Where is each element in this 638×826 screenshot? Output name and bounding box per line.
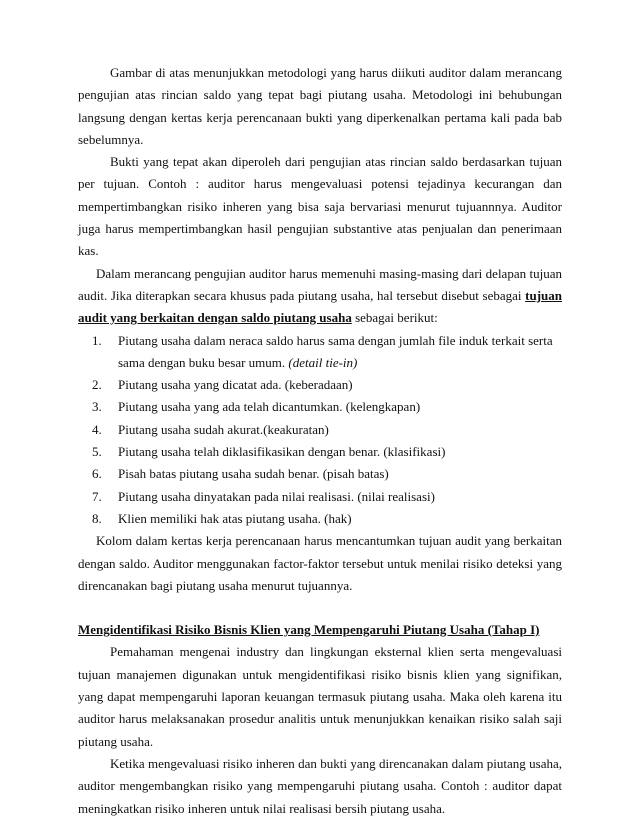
document-body [78, 62, 562, 820]
list-number: 3. [92, 399, 102, 415]
list-item-text: Piutang usaha telah diklasifikasikan dengan benar. (klasifikasi) [118, 444, 446, 460]
paragraph-understanding: Pemahaman mengenai industry dan lingkungan eksternal klien serta mengevaluasi tujuan manajemen digunakan untuk mengidentifikasi risiko bisnis klien yang signifikan, yang dapat mempengaruhi laporan keuangan termasuk piutang usaha. Maka oleh karena itu auditor harus melaksanakan prosedur analitis untuk menunjukkan kenaikan risiko salah saji piutang usaha. [78, 644, 562, 749]
section-heading: Mengidentifikasi Risiko Bisnis Klien yang Mempengaruhi Piutang Usaha (Tahap I) [78, 622, 540, 638]
paragraph-evidence: Bukti yang tepat akan diperoleh dari pengujian atas rincian saldo berdasarkan tujuan per tujuan. Contoh : auditor harus mengevaluasi potensi tejadinya kecurangan dan mempertimbangkan risiko inheren yang bisa saja bervariasi menurut tujuannnya. Auditor juga harus mempertimbangkan hasil pengujian substantive atas penjualan dan penerimaan kas. [78, 154, 562, 259]
list-item [92, 508, 562, 530]
list-item-text: Pisah batas piutang usaha sudah benar. (pisah batas) [118, 466, 389, 482]
paragraph-audit-objectives [78, 263, 562, 330]
list-number: 1. [92, 332, 102, 348]
audit-objectives-list [78, 330, 562, 531]
paragraph-text: Dalam merancang pengujian auditor harus memenuhi masing-masing dari delapan tujuan audit. Jika diterapkan secara khusus pada piutang usaha, hal tersebut disebut sebagai [78, 265, 562, 303]
list-number: 7. [92, 488, 102, 504]
list-item-text: Piutang usaha dinyatakan pada nilai realisasi. (nilai realisasi) [118, 488, 435, 504]
paragraph-text: sebagai berikut: [351, 310, 438, 326]
list-item [92, 441, 562, 463]
list-item [92, 396, 562, 418]
paragraph-inherent-risk: Ketika mengevaluasi risiko inheren dan bukti yang direncanakan dalam piutang usaha, auditor mengembangkan risiko yang mempengaruhi piutang usaha. Contoh : auditor dapat meningkatkan risiko inheren untuk nilai realisasi bersih piutang usaha. [78, 755, 562, 816]
list-item-text: Piutang usaha yang ada telah dicantumkan. (kelengkapan) [118, 399, 421, 415]
list-item-text: Piutang usaha dalam neraca saldo harus sama dengan jumlah file induk terkait serta sama dengan buku besar umum. [118, 332, 553, 370]
list-item [92, 330, 562, 375]
list-number: 2. [92, 377, 102, 393]
list-item [92, 419, 562, 441]
list-number: 5. [92, 444, 102, 460]
spacer [78, 597, 562, 619]
list-item-text: Piutang usaha yang dicatat ada. (keberadaan) [118, 377, 353, 393]
list-item-text: Klien memiliki hak atas piutang usaha. (hak) [118, 510, 352, 526]
list-item [92, 486, 562, 508]
list-item-text: Piutang usaha sudah akurat.(keakuratan) [118, 421, 329, 437]
list-item [92, 463, 562, 485]
paragraph-working-papers: Kolom dalam kertas kerja perencanaan harus mencantumkan tujuan audit yang berkaitan dengan saldo. Auditor menggunakan factor-faktor tersebut untuk menilai risiko deteksi yang direncanakan bagi piutang usaha menurut tujuannya. [78, 533, 562, 593]
paragraph-methodology: Gambar di atas menunjukkan metodologi yang harus diikuti auditor dalam merancang pengujian atas rincian saldo yang tepat bagi piutang usaha. Metodologi ini behubungan langsung dengan kertas kerja perencanaan bukti yang diperkenalkan pertama kali pada bab sebelumnya. [78, 65, 562, 147]
list-number: 8. [92, 510, 102, 526]
list-item-note: (detail tie-in) [288, 354, 358, 370]
list-item [92, 374, 562, 396]
list-number: 6. [92, 466, 102, 482]
audit-objectives-term: tujuan audit yang berkaitan dengan saldo piutang usaha [78, 287, 562, 326]
list-number: 4. [92, 421, 102, 437]
